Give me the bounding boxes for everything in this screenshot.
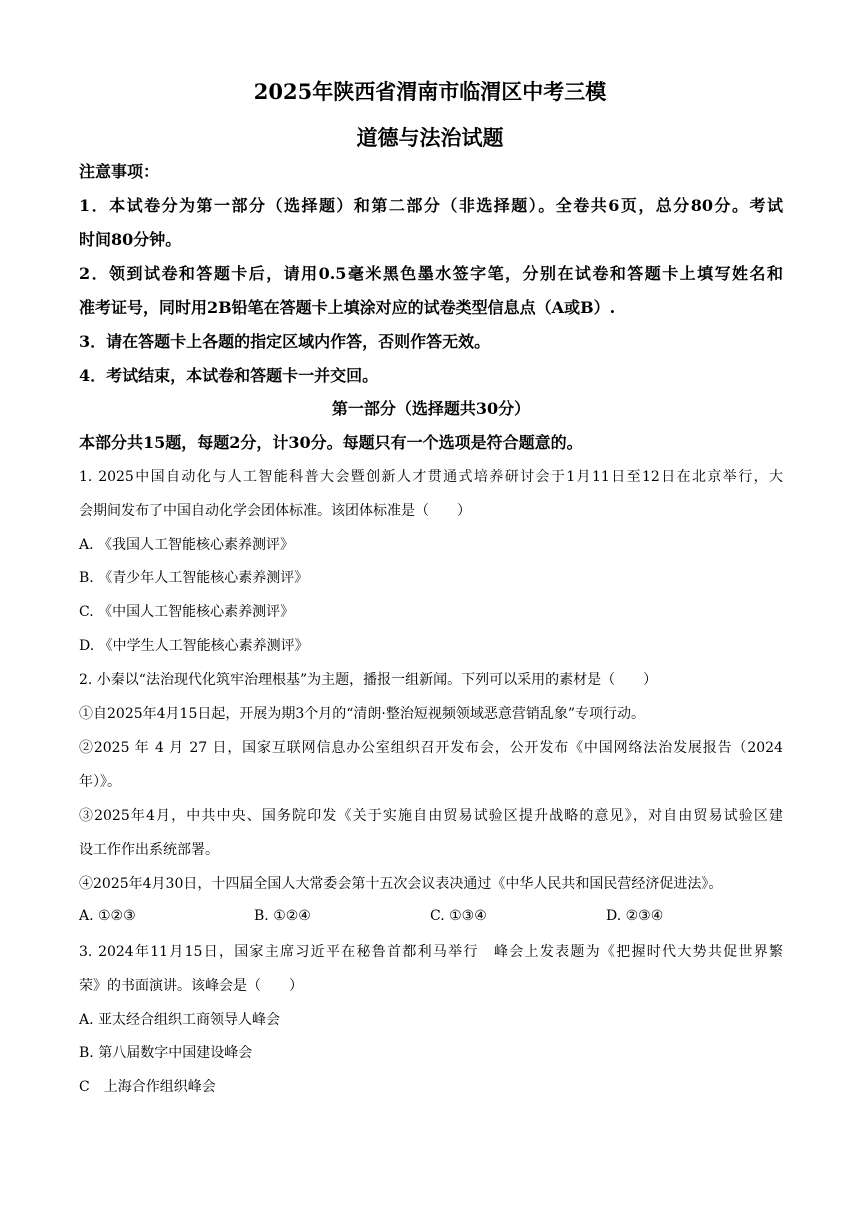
q3-option-b: B. 第八届数字中国建设峰会	[79, 1045, 253, 1061]
q2-stem: 2. 小秦以“法治现代化筑牢治理根基”为主题，播报一组新闻。下列可以采用的素材是（ ）	[79, 672, 658, 688]
q2-material-3-line-2: 设工作作出系统部署。	[79, 842, 219, 858]
q1-option-c: C. 《中国人工智能核心素养测评》	[79, 604, 295, 620]
q1-option-b: B. 《青少年人工智能核心素养测评》	[79, 570, 309, 586]
notice-item-1-line-2: 时间80分钟。	[79, 230, 182, 249]
part1-heading: 第一部分（选择题共30分）	[331, 399, 531, 418]
q3-stem-line-2: 荣》的书面演讲。该峰会是（ ）	[79, 978, 303, 994]
q2-option-a: A. ①②③	[79, 908, 136, 924]
q3-stem-line-1: 3. 2024年11月15日，国家主席习近平在秘鲁首都利马举行 峰会上发表题为《把握时代大势共促世界繁	[79, 944, 783, 960]
q2-material-2-line-2: 年）》。	[79, 774, 121, 790]
q3-option-a: A. 亚太经合组织工商领导人峰会	[79, 1012, 281, 1028]
notice-item-1-line-1: 1．本试卷分为第一部分（选择题）和第二部分（非选择题）。全卷共6页，总分80分。考试	[79, 196, 783, 215]
q1-option-a: A. 《我国人工智能核心素养测评》	[79, 537, 295, 553]
notice-item-4: 4．考试结束，本试卷和答题卡一并交回。	[79, 366, 379, 385]
notice-item-2-line-1: 2．领到试卷和答题卡后，请用0.5毫米黑色墨水签字笔，分别在试卷和答题卡上填写姓名和	[79, 264, 783, 283]
q1-option-d: D. 《中学生人工智能核心素养测评》	[79, 638, 309, 654]
exam-title: 2025年陕西省渭南市临渭区中考三模	[253, 79, 607, 104]
q1-stem-line-2: 会期间发布了中国自动化学会团体标准。该团体标准是（ ）	[79, 503, 471, 519]
q2-material-4: ④2025年4月30日，十四届全国人大常委会第十五次会议表决通过《中华人民共和国民营经济促进法》。	[79, 876, 723, 892]
part1-instruction: 本部分共15题，每题2分，计30分。每题只有一个选项是符合题意的。	[79, 433, 583, 452]
q2-option-c: C. ①③④	[430, 908, 487, 924]
q3-option-c: C 上海合作组织峰会	[79, 1079, 216, 1095]
q1-stem-line-1: 1. 2025中国自动化与人工智能科普大会暨创新人才贯通式培养研讨会于1月11日至12日在北京举行，大	[79, 469, 783, 485]
q2-option-d: D. ②③④	[606, 908, 664, 924]
notice-heading: 注意事项：	[79, 162, 160, 181]
exam-subtitle: 道德与法治试题	[356, 125, 504, 150]
notice-item-3: 3．请在答题卡上各题的指定区域内作答，否则作答无效。	[79, 332, 491, 351]
notice-item-2-line-2: 准考证号，同时用2B铅笔在答题卡上填涂对应的试卷类型信息点（A或B）.	[79, 298, 616, 317]
q2-option-b: B. ①②④	[254, 908, 311, 924]
q2-material-1: ①自2025年4月15日起，开展为期3个月的“清朗·整治短视频领域恶意营销乱象”专项行动。	[79, 706, 646, 722]
q2-material-3-line-1: ③2025年4月，中共中央、国务院印发《关于实施自由贸易试验区提升战略的意见》，对自由贸易试验区建	[79, 808, 783, 824]
q2-material-2-line-1: ②2025 年 4 月 27 日，国家互联网信息办公室组织召开发布会，公开发布《中国网络法治发展报告（2024	[79, 740, 783, 756]
